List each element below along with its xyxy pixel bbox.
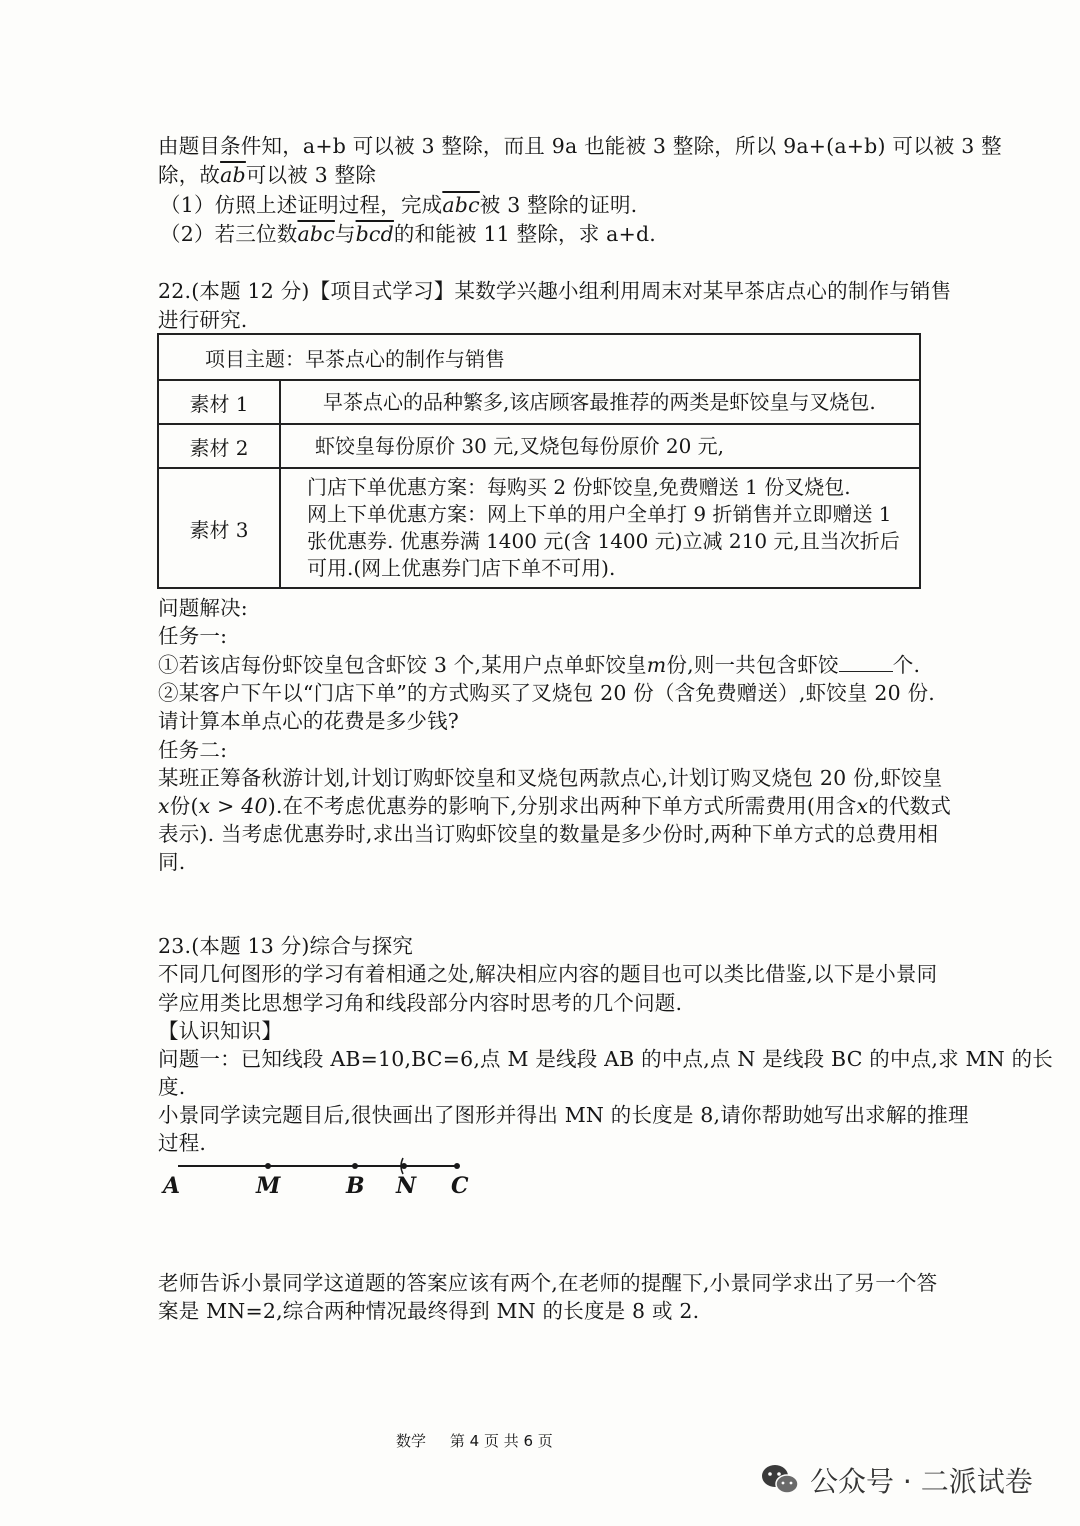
q23-line-1: 不同几何图形的学习有着相通之处,解决相应内容的题目也可以类比借鉴,以下是小景同 (158, 962, 938, 986)
intro-line-1: 由题目条件知，a+b 可以被 3 整除，而且 9a 也能被 3 整除，所以 9a+(a+b) 可以被 3 整 (158, 134, 1002, 158)
q23-problem-line-3: 小景同学读完题目后,很快画出了图形并得出 MN 的长度是 8,请你帮助她写出求解的推理 (158, 1103, 969, 1127)
solve-heading: 问题解决: (158, 596, 248, 620)
segment-figure (160, 1150, 480, 1180)
table-header: 项目主题：早茶点心的制作与销售 (158, 334, 920, 380)
label-n: N (396, 1173, 417, 1199)
row-label: 素材 1 (158, 380, 280, 424)
task-1-heading: 任务一: (158, 624, 228, 648)
table-row (158, 380, 920, 424)
watermark: 公众号 · 二派试卷 (760, 1460, 1033, 1500)
intro-question-1: （1）仿照上述证明过程，完成$\overline{abc}$被 3 整除的证明. (160, 193, 638, 217)
task-1-part-b-line-2: 请计算本单点心的花费是多少钱? (158, 709, 459, 733)
table-row (158, 468, 920, 588)
task-2-line-2: x份(x > 40).在不考虑优惠券的影响下,分别求出两种下单方式所需费用(用含x的代数式 (158, 794, 952, 818)
q22-title-line-2: 进行研究. (158, 308, 248, 332)
q23-line-2: 学应用类比思想学习角和线段部分内容时思考的几个问题. (158, 991, 683, 1015)
answer-blank[interactable] (839, 651, 893, 672)
q23-teacher-line-1: 老师告诉小景同学这道题的答案应该有两个,在老师的提醒下,小景同学求出了另一个答 (158, 1271, 938, 1295)
point-c (454, 1163, 460, 1169)
q23-problem-line-2: 度. (158, 1075, 186, 1099)
task-2-line-1: 某班正筹备秋游计划,计划订购虾饺皇和叉烧包两款点心,计划订购叉烧包 20 份,虾饺皇 (158, 766, 943, 790)
task-1-part-b-line-1: ②某客户下午以“门店下单”的方式购买了叉烧包 20 份（含免费赠送）,虾饺皇 20 份. (158, 681, 936, 705)
label-c: C (451, 1173, 469, 1199)
q23-title: 23.(本题 13 分)综合与探究 (158, 934, 414, 958)
row-label: 素材 2 (158, 424, 280, 468)
row-label: 素材 3 (158, 468, 280, 588)
task-2-heading: 任务二: (158, 738, 228, 762)
intro-question-2: （2）若三位数$\overline{abc}$与$\overline{bcd}$的和能被 11 整除，求 a+d. (160, 222, 656, 246)
row-content: 门店下单优惠方案：每购买 2 份虾饺皇,免费赠送 1 份叉烧包. 网上下单优惠方案：网上下单的用户全单打 9 折销售并立即赠送 1 张优惠券. 优惠券满 1400 元(含 1400 元)立减 210 元,且当次折后 可用.(网上优惠券门店下单不可用). (280, 468, 920, 588)
label-m: M (256, 1173, 281, 1199)
task-2-line-4: 同. (158, 850, 186, 874)
q23-problem-line-1: 问题一：已知线段 AB=10,BC=6,点 M 是线段 AB 的中点,点 N 是线段 BC 的中点,求 MN 的长 (158, 1047, 1053, 1071)
task-2-line-3: 表示). 当考虑优惠券时,求出当订购虾饺皇的数量是多少份时,两种下单方式的总费用相 (158, 822, 939, 846)
q23-section-heading: 【认识知识】 (158, 1019, 283, 1043)
q22-title-line-1: 22.(本题 12 分)【项目式学习】某数学兴趣小组利用周末对某早茶店点心的制作与销售 (158, 279, 952, 303)
materials-table (157, 333, 921, 589)
wechat-icon (760, 1463, 800, 1497)
q23-problem-line-4: 过程. (158, 1131, 207, 1155)
q23-teacher-line-2: 案是 MN=2,综合两种情况最终得到 MN 的长度是 8 或 2. (158, 1299, 700, 1323)
label-a: A (163, 1173, 181, 1199)
page-footer: 数学 第 4 页 共 6 页 (396, 1432, 553, 1450)
task-1-part-a: ①若该店每份虾饺皇包含虾饺 3 个,某用户点单虾饺皇m份,则一共包含虾饺 个. (158, 653, 921, 677)
point-b (352, 1163, 358, 1169)
row-content: 虾饺皇每份原价 30 元,叉烧包每份原价 20 元, (280, 424, 920, 468)
point-m (265, 1163, 271, 1169)
intro-line-2: 除，故$\overline{ab}$可以被 3 整除 (158, 163, 377, 187)
point-n (401, 1163, 407, 1169)
row-content: 早茶点心的品种繁多,该店顾客最推荐的两类是虾饺皇与叉烧包. (280, 380, 920, 424)
label-b: B (346, 1173, 365, 1199)
table-row (158, 424, 920, 468)
